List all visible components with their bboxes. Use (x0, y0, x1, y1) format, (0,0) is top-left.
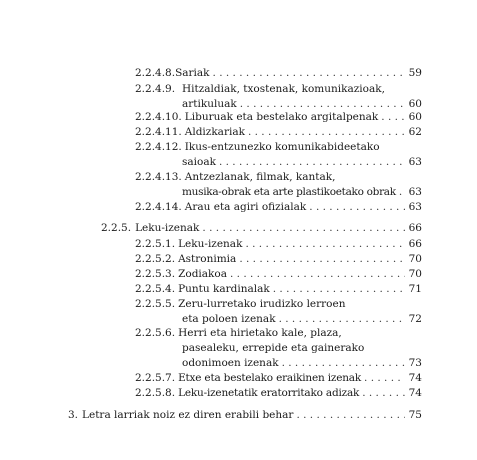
entry-title: Puntu kardinalak (178, 283, 270, 295)
toc-entry (135, 200, 422, 215)
page-number: 66 (408, 222, 422, 234)
entry-title-continued: saioak (182, 156, 216, 168)
entry-title: Sariak (175, 67, 210, 79)
toc-entry (135, 110, 422, 125)
entry-title: Arau eta agiri ofizialak (184, 201, 307, 213)
entry-title: Leku-izenak (178, 238, 243, 250)
entry-number: 2.2.5.1. (135, 238, 176, 250)
toc-entry (135, 326, 422, 371)
entry-number: 2.2.5.3. (135, 268, 176, 280)
entry-title: Zeru-lurretako irudizko lerroen (178, 298, 346, 310)
entry-number: 2.2.5.5. (135, 298, 176, 310)
toc-entry (135, 297, 422, 327)
dot-leader (219, 155, 405, 170)
page-number: 63 (408, 201, 422, 213)
entry-number: 2.2.4.14. (135, 201, 182, 213)
toc-entry (135, 267, 422, 282)
entry-title-continued: odonimoen izenak (182, 357, 279, 369)
entry-title-continued: pasealeku, errepide eta gainerako (182, 342, 365, 354)
page-number: 75 (408, 409, 422, 421)
toc-entry (135, 252, 422, 267)
page-number: 74 (408, 372, 422, 384)
toc-entry (135, 125, 422, 140)
toc-chapter-entry (68, 408, 422, 423)
page-number: 74 (408, 387, 422, 399)
entry-number: 2.2.5.7. (135, 372, 176, 384)
dot-leader (279, 312, 405, 327)
entry-number: 2.2.4.8. (135, 67, 176, 79)
entry-number: 2.2.5.6. (135, 327, 176, 339)
page-number: 70 (408, 253, 422, 265)
toc-entry (135, 66, 422, 81)
dot-leader (230, 267, 405, 282)
entry-title: Astronimia (178, 253, 237, 265)
page-number: 60 (408, 98, 422, 110)
page-number: 60 (408, 111, 422, 123)
toc-entry (135, 237, 422, 252)
dot-leader (309, 200, 405, 215)
entry-number: 2.2.4.11. (135, 126, 182, 138)
entry-title: Leku-izenetatik eratorritako adizak (178, 387, 360, 399)
entry-title: Liburuak eta bestelako argitalpenak (184, 111, 379, 123)
dot-leader (213, 66, 405, 81)
entry-title: Ikus-entzunezko komunikabideetako (184, 141, 380, 153)
entry-number: 2.2.4.10. (135, 111, 182, 123)
entry-number: 3. (68, 409, 79, 421)
page-number: 70 (408, 268, 422, 280)
toc-entry (135, 386, 422, 401)
entry-number: 2.2.5.4. (135, 283, 176, 295)
dot-leader (248, 125, 405, 140)
entry-number: 2.2.4.13. (135, 171, 182, 183)
entry-number: 2.2.5.2. (135, 253, 176, 265)
entry-number: 2.2.4.9. (135, 83, 176, 95)
dot-leader (273, 282, 405, 297)
entry-number: 2.2.4.12. (135, 141, 182, 153)
entry-title-continued: musika-obrak eta arte plastikoetako obrak (182, 186, 396, 198)
dot-leader (364, 371, 405, 386)
toc-entry (135, 371, 422, 386)
entry-title: Herri eta hirietako kale, plaza, (178, 327, 342, 339)
dot-leader (245, 237, 405, 252)
dot-leader (296, 408, 405, 423)
entry-title-continued: eta poloen izenak (182, 313, 276, 325)
dot-leader (282, 356, 405, 371)
entry-title: Leku-izenak (135, 222, 200, 234)
dot-leader (362, 386, 405, 401)
dot-leader (239, 252, 405, 267)
page-number: 73 (408, 357, 422, 369)
toc-entry (135, 170, 422, 200)
entry-title: Zodiakoa (178, 268, 227, 280)
toc-section-entry (101, 221, 422, 236)
entry-title: Hitzaldiak, txostenak, komunikazioak, (182, 83, 385, 95)
page-number: 66 (408, 238, 422, 250)
page-number: 71 (408, 283, 422, 295)
page-number: 62 (408, 126, 422, 138)
entry-title: Aldizkariak (184, 126, 245, 138)
entry-title: Letra larriak noiz ez diren erabili behar (82, 409, 294, 421)
entry-title: Antzezlanak, filmak, kantak, (184, 171, 336, 183)
toc-entry (135, 282, 422, 297)
page-number: 63 (408, 186, 422, 198)
page-number: 63 (408, 156, 422, 168)
entry-title: Etxe eta bestelako eraikinen izenak (178, 372, 362, 384)
page-number: 59 (408, 67, 422, 79)
dot-leader (399, 185, 405, 200)
entry-title-continued: artikuluak (182, 98, 237, 110)
dot-leader (202, 221, 405, 236)
dot-leader (381, 110, 405, 125)
entry-number: 2.2.5. (101, 222, 132, 234)
toc-entry (135, 140, 422, 170)
toc-entry (135, 82, 422, 112)
entry-number: 2.2.5.8. (135, 387, 176, 399)
page-number: 72 (408, 313, 422, 325)
